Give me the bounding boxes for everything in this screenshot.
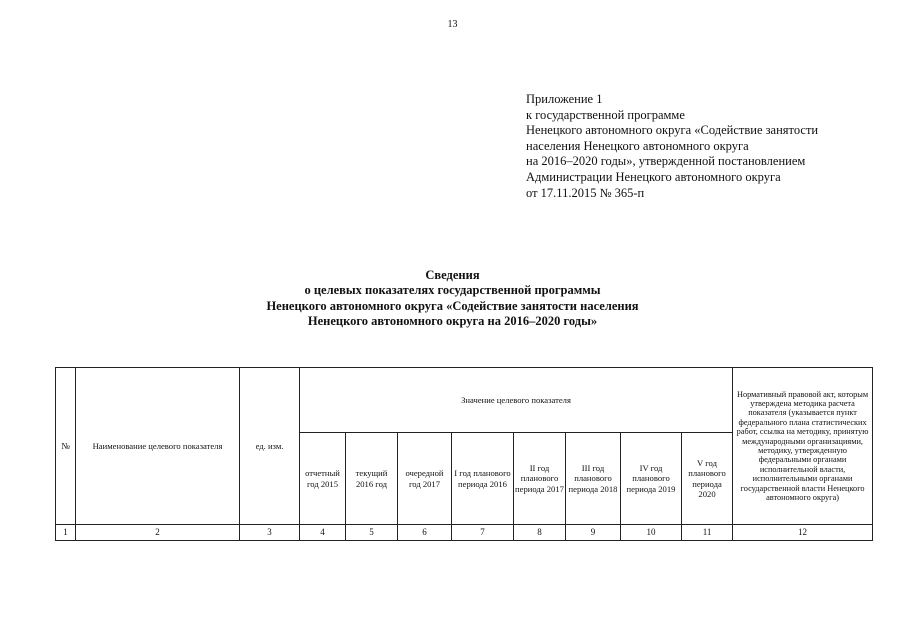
header-period: очередной год 2017 <box>398 433 452 525</box>
header-unit: ед. изм. <box>240 368 300 525</box>
title-line: о целевых показателях государственной программы <box>304 283 601 298</box>
title-line: Сведения <box>425 268 480 282</box>
header-period: V год планового периода 2020 <box>682 433 733 525</box>
appendix-block <box>526 92 818 201</box>
header-num: № <box>56 368 76 525</box>
header-normative-act: Нормативный правовой акт, которым утверждена методика расчета показателя (указывается пункт федерального плана статистических работ, ссылка на методику, принятую международными организациями, методику, утвержденную федеральными органами исполнительной власти, исполнительными органами государственной власти Ненецкого автономного округа) <box>733 368 873 525</box>
appendix-line: населения Ненецкого автономного округа <box>526 138 749 153</box>
column-number: 5 <box>346 525 398 541</box>
document-title <box>0 268 905 330</box>
column-number: 4 <box>300 525 346 541</box>
title-line: Ненецкого автономного округа на 2016–2020 годы» <box>307 314 598 329</box>
column-number: 2 <box>76 525 240 541</box>
column-number: 12 <box>733 525 873 541</box>
title-line: Ненецкого автономного округа «Содействие занятости населения <box>266 298 639 313</box>
header-value-group: Значение целевого показателя <box>300 368 733 433</box>
header-period: III год планового периода 2018 <box>566 433 621 525</box>
header-period: II год планового периода 2017 <box>514 433 566 525</box>
appendix-line: к государственной программе <box>526 107 685 122</box>
appendix-line: от 17.11.2015 № 365-п <box>526 185 645 200</box>
appendix-line: Администрации Ненецкого автономного округа <box>526 169 781 184</box>
column-number: 8 <box>514 525 566 541</box>
header-indicator-name: Наименование целевого показателя <box>76 368 240 525</box>
column-number: 1 <box>56 525 76 541</box>
table-header-row <box>56 368 873 433</box>
header-period: I год планового периода 2016 <box>452 433 514 525</box>
column-number: 7 <box>452 525 514 541</box>
appendix-line: на 2016–2020 годы», утвержденной постановлением <box>526 154 806 169</box>
appendix-line: Ненецкого автономного округа «Содействие занятости <box>526 123 819 138</box>
page-number: 13 <box>447 19 458 30</box>
column-number: 3 <box>240 525 300 541</box>
header-period: отчетный год 2015 <box>300 433 346 525</box>
appendix-line: Приложение 1 <box>526 92 603 106</box>
column-number: 6 <box>398 525 452 541</box>
indicators-table <box>55 367 873 541</box>
column-number: 9 <box>566 525 621 541</box>
column-number: 10 <box>621 525 682 541</box>
column-number: 11 <box>682 525 733 541</box>
header-period: текущий 2016 год <box>346 433 398 525</box>
header-period: IV год планового периода 2019 <box>621 433 682 525</box>
column-number-row <box>56 525 873 541</box>
